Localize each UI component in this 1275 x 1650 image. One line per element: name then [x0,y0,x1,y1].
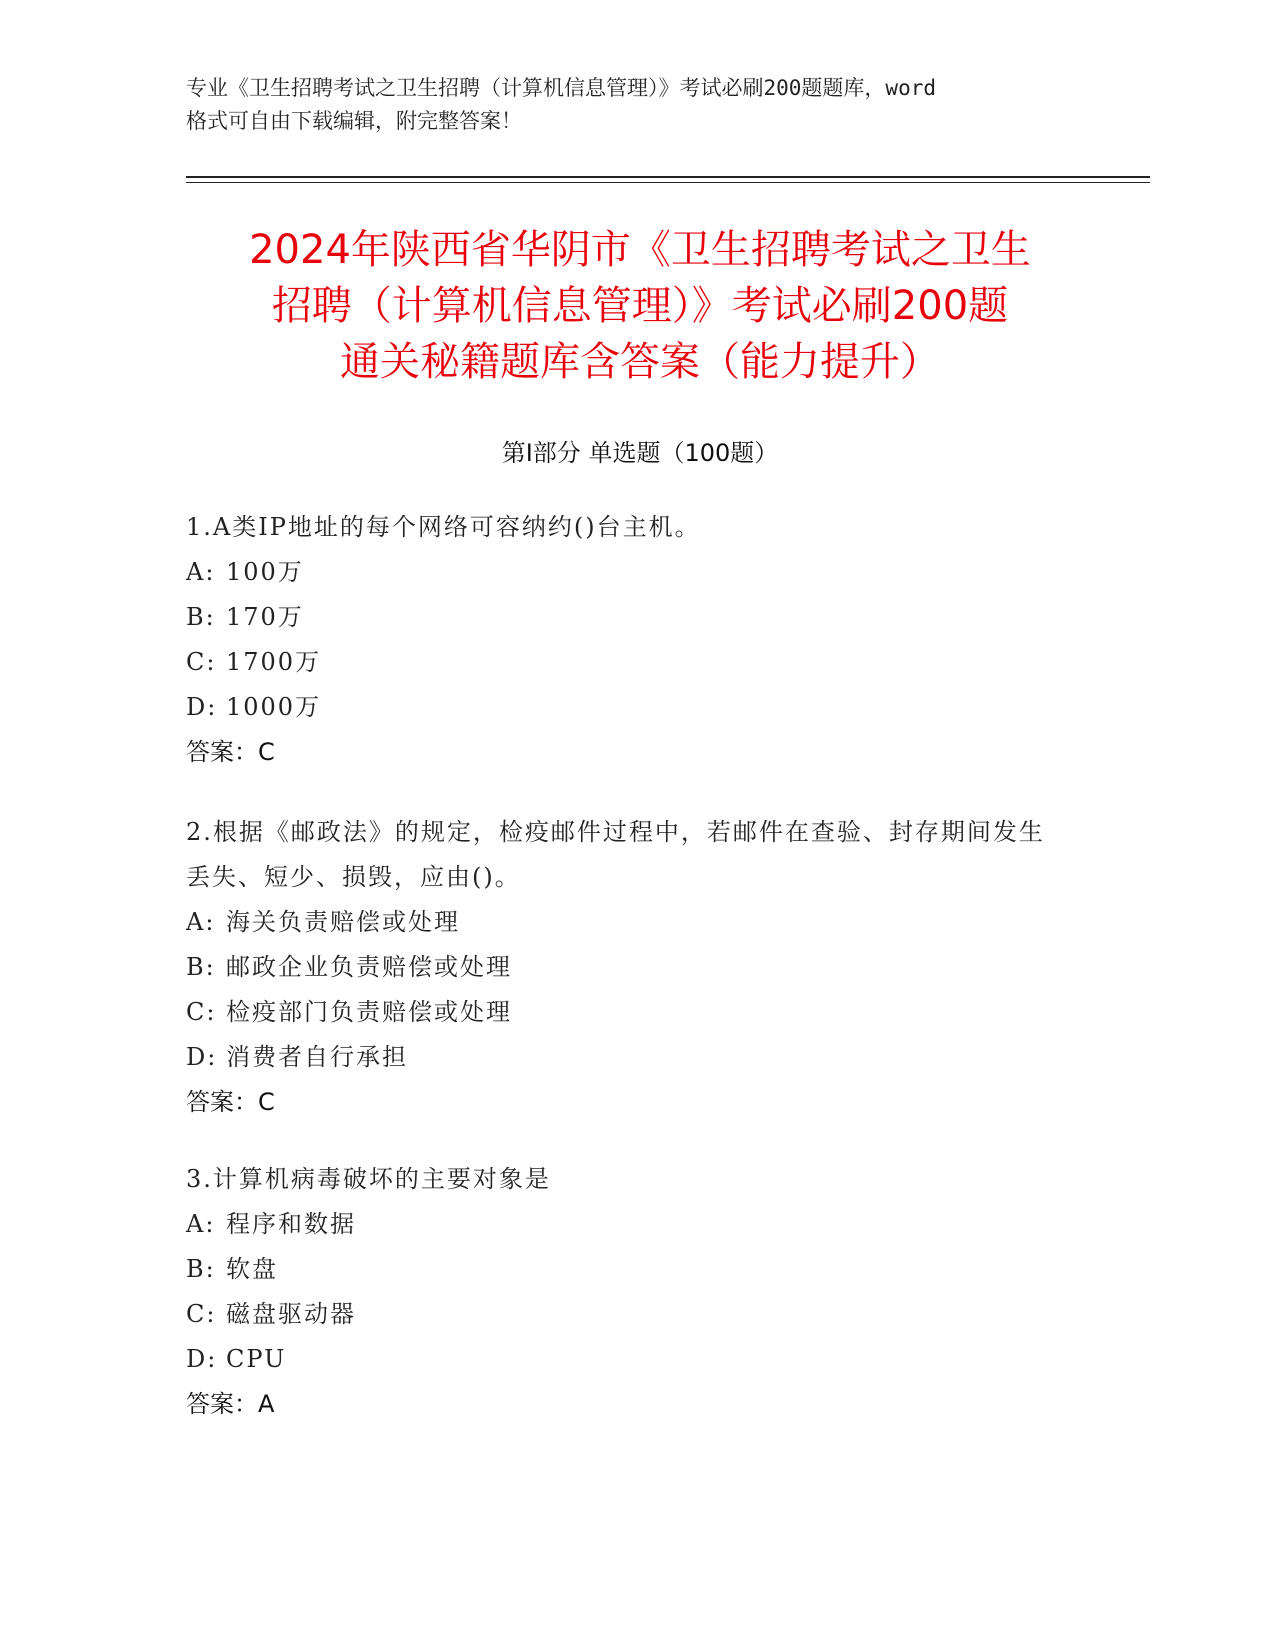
option-d [186,1337,1066,1382]
answer-key: 答案：C [186,1088,275,1116]
document-title-line-2: 招聘（计算机信息管理）》考试必刷200题 [271,283,1009,329]
option-c [186,990,1066,1035]
section-heading: 第Ⅰ部分 单选题（100题） [501,439,779,467]
option-letter: A: [186,908,216,936]
option-letter: B: [186,1255,216,1283]
option-letter: D: [186,693,218,721]
header-note-line-2: 格式可自由下载编辑，附完整答案！ [186,109,522,133]
question-stem: 3.计算机病毒破坏的主要对象是 [186,1165,551,1193]
option-text: 消费者自行承担 [226,1043,408,1071]
option-b [186,1247,1066,1292]
question-stem: 1.A类IP地址的每个网络可容纳约()台主机。 [186,513,701,541]
option-text: 磁盘驱动器 [226,1300,356,1328]
option-b [186,945,1066,990]
option-text: 程序和数据 [226,1210,356,1238]
option-text: 170万 [226,603,304,631]
option-c [186,640,1066,685]
option-letter: A: [186,1210,216,1238]
option-text: CPU [226,1345,287,1373]
option-text: 1700万 [226,648,322,676]
question-2 [186,810,1066,1125]
answer-key: 答案：C [186,738,275,766]
option-letter: D: [186,1043,218,1071]
document-title-line-1: 2024年陕西省华阴市《卫生招聘考试之卫生 [249,227,1031,273]
option-letter: C: [186,998,217,1026]
option-b [186,595,1066,640]
option-text: 1000万 [226,693,322,721]
document-title-line-3: 通关秘籍题库含答案（能力提升） [340,339,940,385]
question-3 [186,1157,1066,1427]
document-title [180,222,1100,390]
option-text: 邮政企业负责赔偿或处理 [226,953,512,981]
answer-key: 答案：A [186,1390,275,1418]
header-note [186,72,1086,138]
header-divider-thin [186,182,1150,183]
option-letter: A: [186,558,216,586]
option-text: 100万 [226,558,304,586]
option-c [186,1292,1066,1337]
option-letter: C: [186,1300,217,1328]
header-note-line-1: 专业《卫生招聘考试之卫生招聘（计算机信息管理）》考试必刷200题题库，word [186,76,936,100]
option-a [186,900,1066,945]
option-letter: D: [186,1345,218,1373]
option-a [186,1202,1066,1247]
option-letter: B: [186,603,216,631]
option-d [186,685,1066,730]
option-text: 检疫部门负责赔偿或处理 [226,998,512,1026]
option-text: 软盘 [226,1255,278,1283]
option-d [186,1035,1066,1080]
option-text: 海关负责赔偿或处理 [226,908,460,936]
header-divider-thick [186,176,1150,178]
question-stem: 2.根据《邮政法》的规定，检疫邮件过程中，若邮件在查验、封存期间发生丢失、短少、损毁，应由()。 [186,818,1045,891]
question-1 [186,505,1066,775]
option-letter: C: [186,648,217,676]
option-a [186,550,1066,595]
option-letter: B: [186,953,216,981]
